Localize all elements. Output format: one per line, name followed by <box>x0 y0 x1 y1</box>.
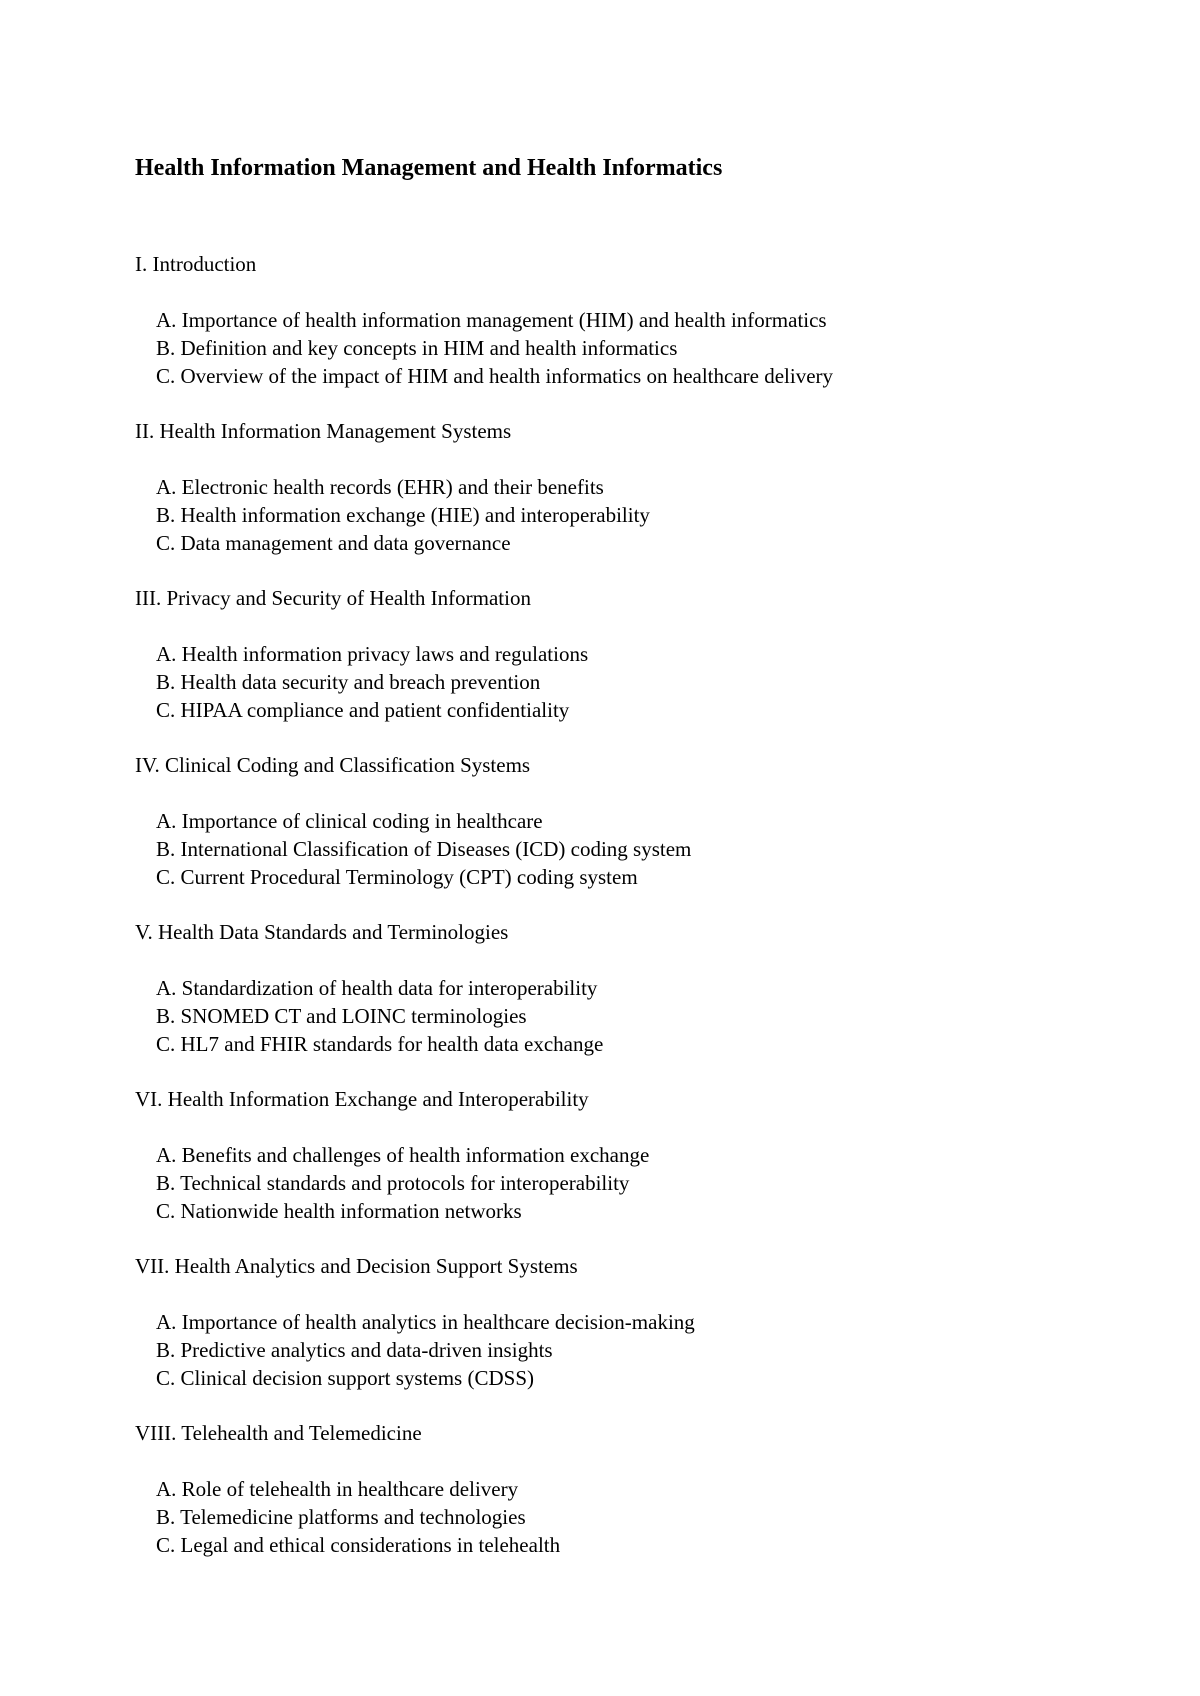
outline-item: C. HL7 and FHIR standards for health data exchange <box>156 1032 604 1056</box>
outline-item: A. Importance of health analytics in healthcare decision-making <box>156 1310 695 1334</box>
outline-item: B. Predictive analytics and data-driven insights <box>156 1338 553 1362</box>
outline-item: B. Telemedicine platforms and technologies <box>156 1505 526 1529</box>
outline-section-2 <box>135 417 1135 557</box>
section-items <box>135 306 1135 390</box>
outline-item: B. International Classification of Diseases (ICD) coding system <box>156 837 692 861</box>
section-heading: VII. Health Analytics and Decision Support Systems <box>135 1254 578 1278</box>
section-items <box>135 1141 1135 1225</box>
section-items <box>135 473 1135 557</box>
section-heading: VI. Health Information Exchange and Interoperability <box>135 1087 589 1111</box>
outline-item: A. Role of telehealth in healthcare delivery <box>156 1477 519 1501</box>
outline-item: C. Legal and ethical considerations in telehealth <box>156 1533 561 1557</box>
outline-item: B. Health information exchange (HIE) and interoperability <box>156 503 650 527</box>
outline-item: B. Definition and key concepts in HIM and health informatics <box>156 336 678 360</box>
section-heading: II. Health Information Management Systems <box>135 419 512 443</box>
section-items <box>135 640 1135 724</box>
section-items <box>135 1308 1135 1392</box>
section-heading: VIII. Telehealth and Telemedicine <box>135 1421 422 1445</box>
outline-item: A. Benefits and challenges of health information exchange <box>156 1143 650 1167</box>
outline-section-4 <box>135 751 1135 891</box>
section-items <box>135 1475 1135 1559</box>
outline-item: C. Overview of the impact of HIM and health informatics on healthcare delivery <box>156 364 834 388</box>
section-heading: IV. Clinical Coding and Classification Systems <box>135 753 531 777</box>
outline <box>135 250 1135 1586</box>
outline-item: A. Importance of clinical coding in healthcare <box>156 809 543 833</box>
outline-item: C. Current Procedural Terminology (CPT) coding system <box>156 865 638 889</box>
outline-item: C. Data management and data governance <box>156 531 511 555</box>
outline-item: C. Nationwide health information networks <box>156 1199 522 1223</box>
outline-item: B. SNOMED CT and LOINC terminologies <box>156 1004 527 1028</box>
section-heading: I. Introduction <box>135 252 257 276</box>
outline-section-8 <box>135 1419 1135 1559</box>
outline-item: A. Standardization of health data for interoperability <box>156 976 598 1000</box>
outline-item: B. Health data security and breach prevention <box>156 670 541 694</box>
outline-item: A. Importance of health information management (HIM) and health informatics <box>156 308 827 332</box>
outline-item: C. HIPAA compliance and patient confidentiality <box>156 698 570 722</box>
section-items <box>135 974 1135 1058</box>
outline-item: A. Health information privacy laws and regulations <box>156 642 589 666</box>
document-title: Health Information Management and Health Informatics <box>135 155 723 181</box>
outline-section-7 <box>135 1252 1135 1392</box>
outline-section-5 <box>135 918 1135 1058</box>
outline-section-1 <box>135 250 1135 390</box>
outline-section-3 <box>135 584 1135 724</box>
section-heading: V. Health Data Standards and Terminologies <box>135 920 509 944</box>
outline-item: A. Electronic health records (EHR) and their benefits <box>156 475 604 499</box>
outline-item: B. Technical standards and protocols for interoperability <box>156 1171 630 1195</box>
section-items <box>135 807 1135 891</box>
outline-section-6 <box>135 1085 1135 1225</box>
section-heading: III. Privacy and Security of Health Information <box>135 586 531 610</box>
outline-item: C. Clinical decision support systems (CDSS) <box>156 1366 534 1390</box>
